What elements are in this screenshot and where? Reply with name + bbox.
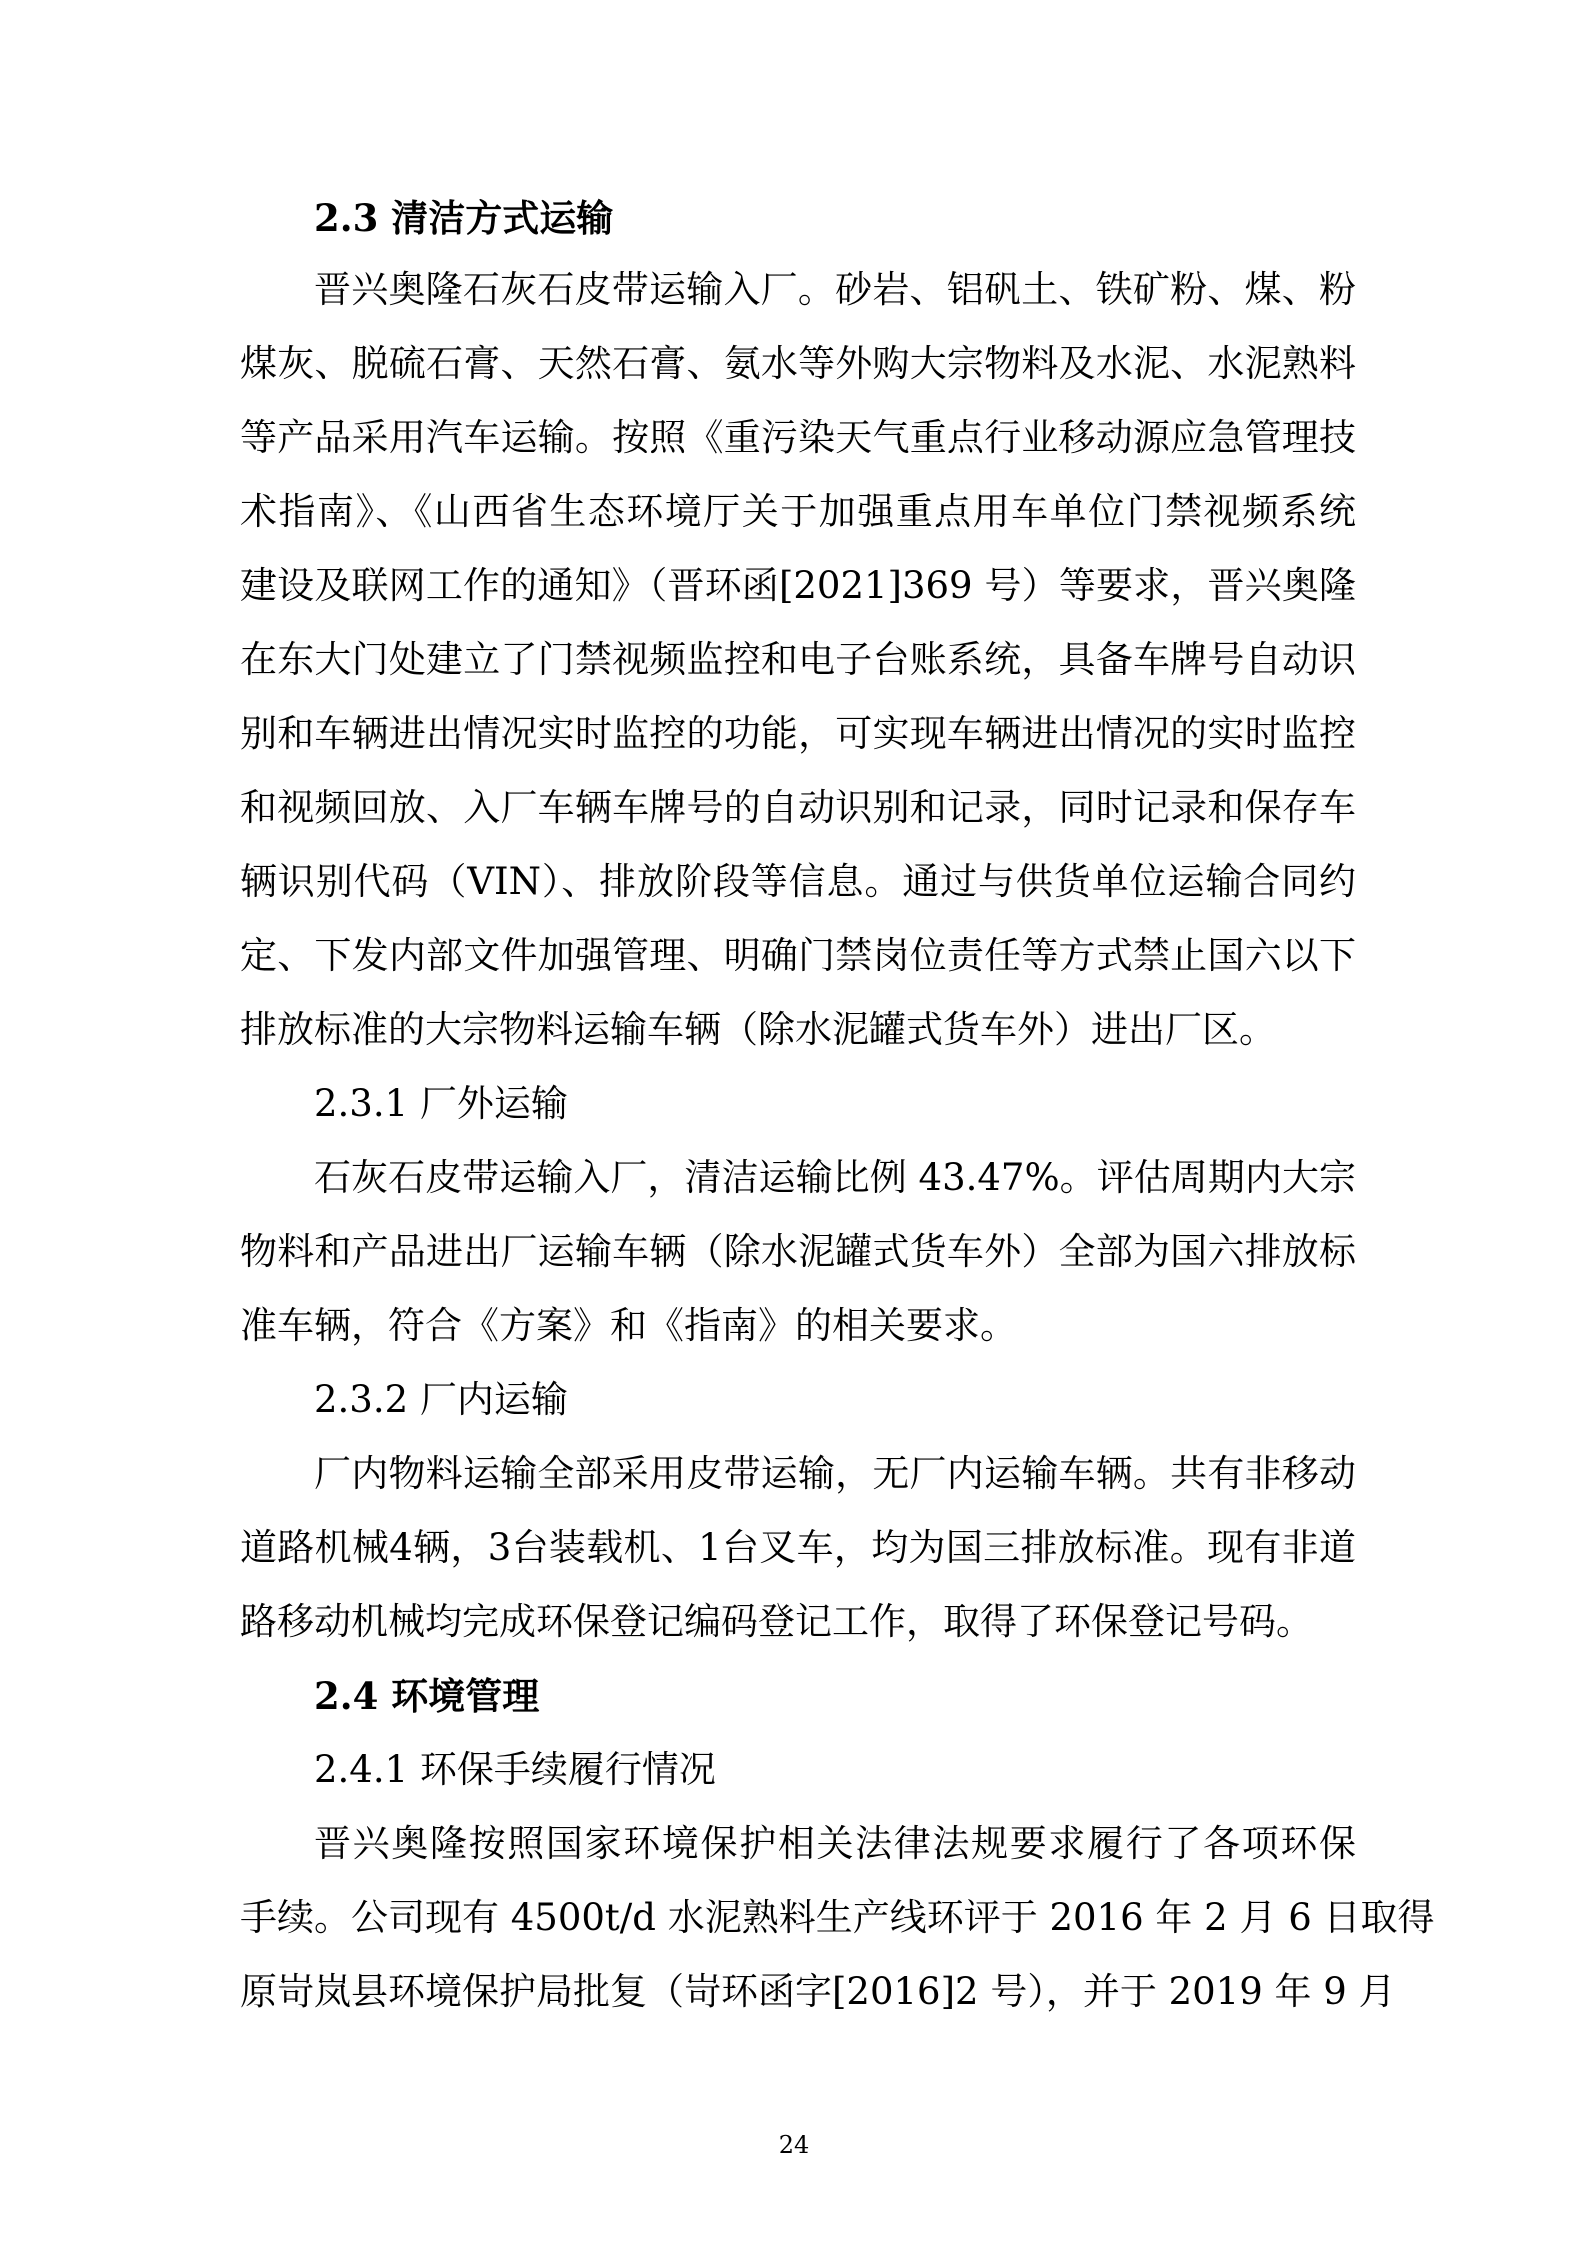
paragraph-line: 和视频回放、入厂车辆车牌号的自动识别和记录，同时记录和保存车 [240,786,1356,829]
paragraph-line: 石灰石皮带运输入厂，清洁运输比例 43.47%。评估周期内大宗 [314,1156,1356,1199]
section-2-4-1-heading: 2.4.1 环保手续履行情况 [314,1748,716,1791]
paragraph-line: 准车辆，符合《方案》和《指南》的相关要求。 [240,1304,1017,1347]
paragraph-line: 煤灰、脱硫石膏、天然石膏、氨水等外购大宗物料及水泥、水泥熟料 [240,342,1356,385]
paragraph-line: 别和车辆进出情况实时监控的功能，可实现车辆进出情况的实时监控 [240,712,1356,755]
paragraph-line: 术指南》、《山西省生态环境厅关于加强重点用车单位门禁视频系统 [240,490,1356,533]
paragraph-line: 厂内物料运输全部采用皮带运输，无厂内运输车辆。共有非移动 [314,1452,1356,1495]
paragraph-line: 建设及联网工作的通知》（晋环函[2021]369 号）等要求，晋兴奥隆 [240,564,1356,607]
section-2-3-heading: 2.3 清洁方式运输 [314,196,614,240]
paragraph-line: 等产品采用汽车运输。按照《重污染天气重点行业移动源应急管理技 [240,416,1356,459]
paragraph-line: 原岢岚县环境保护局批复（岢环函字[2016]2 号），并于 2019 年 9 月 [240,1970,1396,2013]
section-2-3-1-heading: 2.3.1 厂外运输 [314,1082,568,1125]
paragraph-line: 晋兴奥隆石灰石皮带运输入厂。砂岩、铝矾土、铁矿粉、煤、粉 [314,268,1356,311]
paragraph-line: 物料和产品进出厂运输车辆（除水泥罐式货车外）全部为国六排放标 [240,1230,1356,1273]
page-number: 24 [778,2131,810,2159]
paragraph-line: 定、下发内部文件加强管理、明确门禁岗位责任等方式禁止国六以下 [240,934,1356,977]
section-2-4-heading: 2.4 环境管理 [314,1674,540,1718]
paragraph-line: 晋兴奥隆按照国家环境保护相关法律法规要求履行了各项环保 [314,1822,1356,1865]
paragraph-line: 路移动机械均完成环保登记编码登记工作，取得了环保登记号码。 [240,1600,1313,1643]
section-2-3-2-heading: 2.3.2 厂内运输 [314,1378,568,1421]
paragraph-line: 辆识别代码（VIN）、排放阶段等信息。通过与供货单位运输合同约 [240,860,1356,903]
paragraph-line: 手续。公司现有 4500t/d 水泥熟料生产线环评于 2016 年 2 月 6 日取得 [240,1896,1435,1939]
paragraph-line: 道路机械4辆，3台装载机、1台叉车，均为国三排放标准。现有非道 [240,1526,1356,1569]
paragraph-line: 排放标准的大宗物料运输车辆（除水泥罐式货车外）进出厂区。 [240,1008,1276,1051]
paragraph-line: 在东大门处建立了门禁视频监控和电子台账系统，具备车牌号自动识 [240,638,1356,681]
